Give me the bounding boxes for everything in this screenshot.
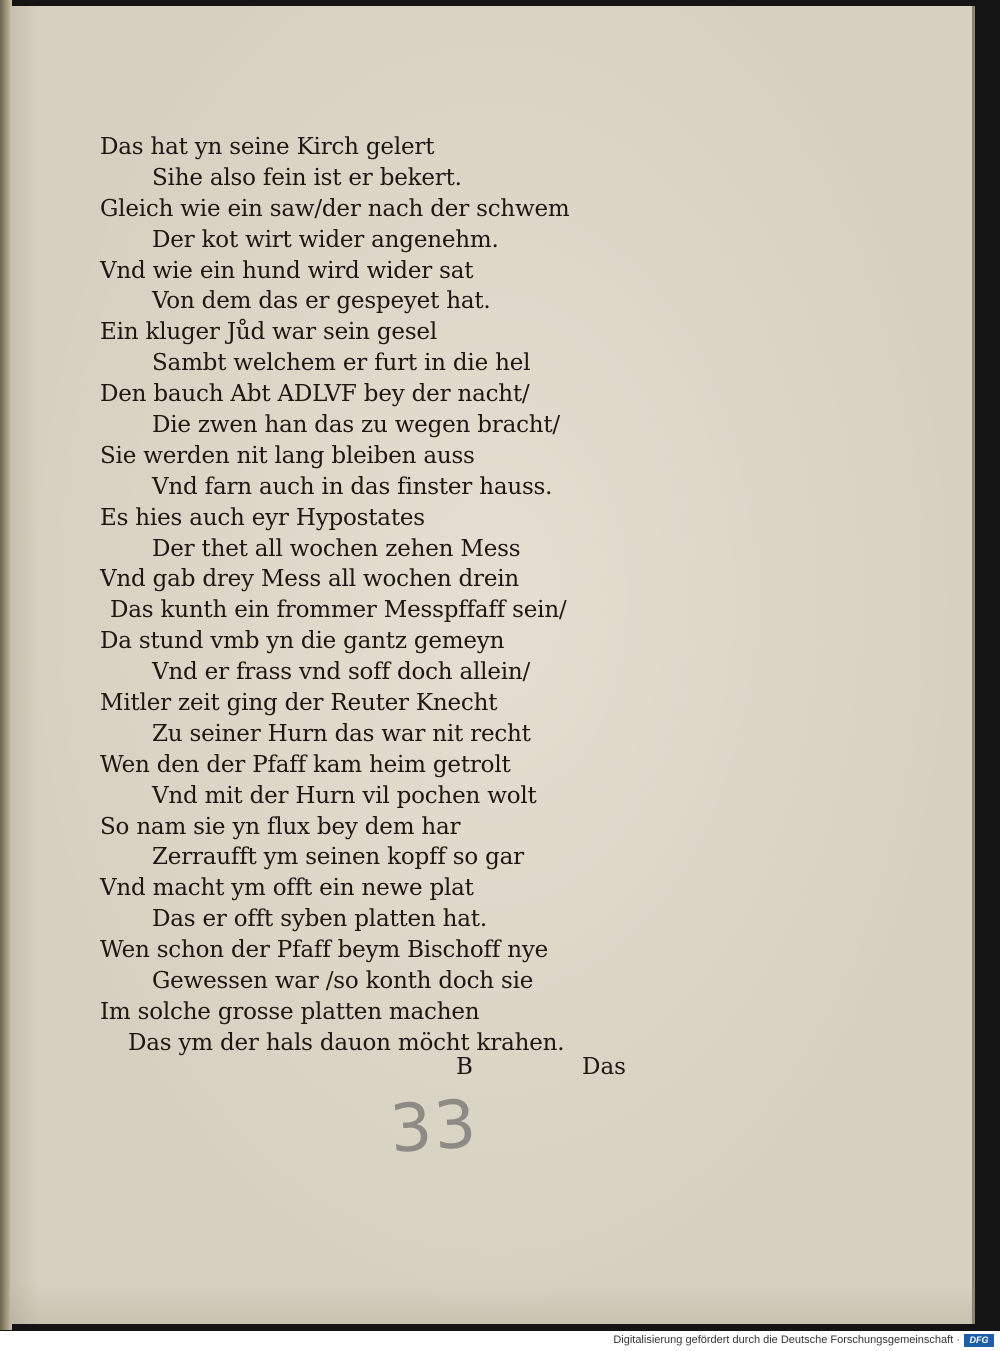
verse-line: Sihe also fein ist er bekert. (152, 164, 462, 191)
catchword: Das (582, 1054, 626, 1080)
verse-line: Das hat yn seine Kirch gelert (100, 134, 435, 160)
handwritten-folio-number: 33 (387, 1085, 481, 1168)
verse-line: Da stund vmb yn die gantz gemeyn (100, 628, 505, 655)
verse-line: Wen den der Pfaff kam heim getrolt (100, 751, 511, 778)
verse-line: So nam sie yn flux bey dem har (100, 813, 461, 840)
verse-line: Der kot wirt wider angenehm. (152, 226, 499, 253)
funding-credit: Digitalisierung gefördert durch die Deutsche Forschungsgemeinschaft · (613, 1334, 960, 1346)
verse-line: Das er offt syben platten hat. (152, 906, 487, 933)
signature-mark: B (456, 1054, 473, 1080)
verse-line: Vnd farn auch in das finster hauss. (152, 473, 553, 500)
footer-bar (0, 1331, 1000, 1351)
verse-line: Zerraufft ym seinen kopff so gar (152, 844, 524, 871)
verse-line: Wen schon der Pfaff beym Bischoff nye (100, 937, 549, 964)
verse-line: Gleich wie ein saw/der nach der schwem (100, 195, 570, 222)
verse-line: Das ym der hals dauon möcht krahen. (128, 1029, 565, 1056)
verse-line: Im solche grosse platten machen (100, 998, 480, 1025)
dfg-logo: DFG (964, 1334, 994, 1347)
page-edge (972, 6, 975, 1324)
verse-line: Vnd er frass vnd soff doch allein/ (152, 659, 531, 686)
verse-block (100, 132, 700, 1059)
verse-line: Mitler zeit ging der Reuter Knecht (100, 690, 498, 717)
verse-line: Das kunth ein frommer Messpffaff sein/ (110, 597, 567, 624)
verse-line: Von dem das er gespeyet hat. (152, 288, 491, 315)
verse-line: Vnd mit der Hurn vil pochen wolt (152, 782, 537, 809)
verse-line: Vnd macht ym offt ein newe plat (100, 875, 474, 902)
verse-line: Es hies auch eyr Hypostates (100, 504, 425, 531)
verse-line: Zu seiner Hurn das war nit recht (152, 720, 531, 747)
verse-line: Sambt welchem er furt in die hel (152, 350, 531, 377)
verse-line: Der thet all wochen zehen Mess (152, 535, 521, 562)
verse-line: Sie werden nit lang bleiben auss (100, 442, 475, 469)
verse-line: Vnd gab drey Mess all wochen drein (100, 566, 520, 593)
verse-line: Gewessen war /so konth doch sie (152, 968, 534, 995)
book-page (10, 6, 974, 1324)
verse-line: Die zwen han das zu wegen bracht/ (152, 412, 560, 439)
verse-line: Vnd wie ein hund wird wider sat (100, 257, 474, 284)
verse-line: Ein kluger Jůd war sein gesel (100, 319, 437, 346)
verse-line: Den bauch Abt ADLVF bey der nacht/ (100, 381, 530, 408)
